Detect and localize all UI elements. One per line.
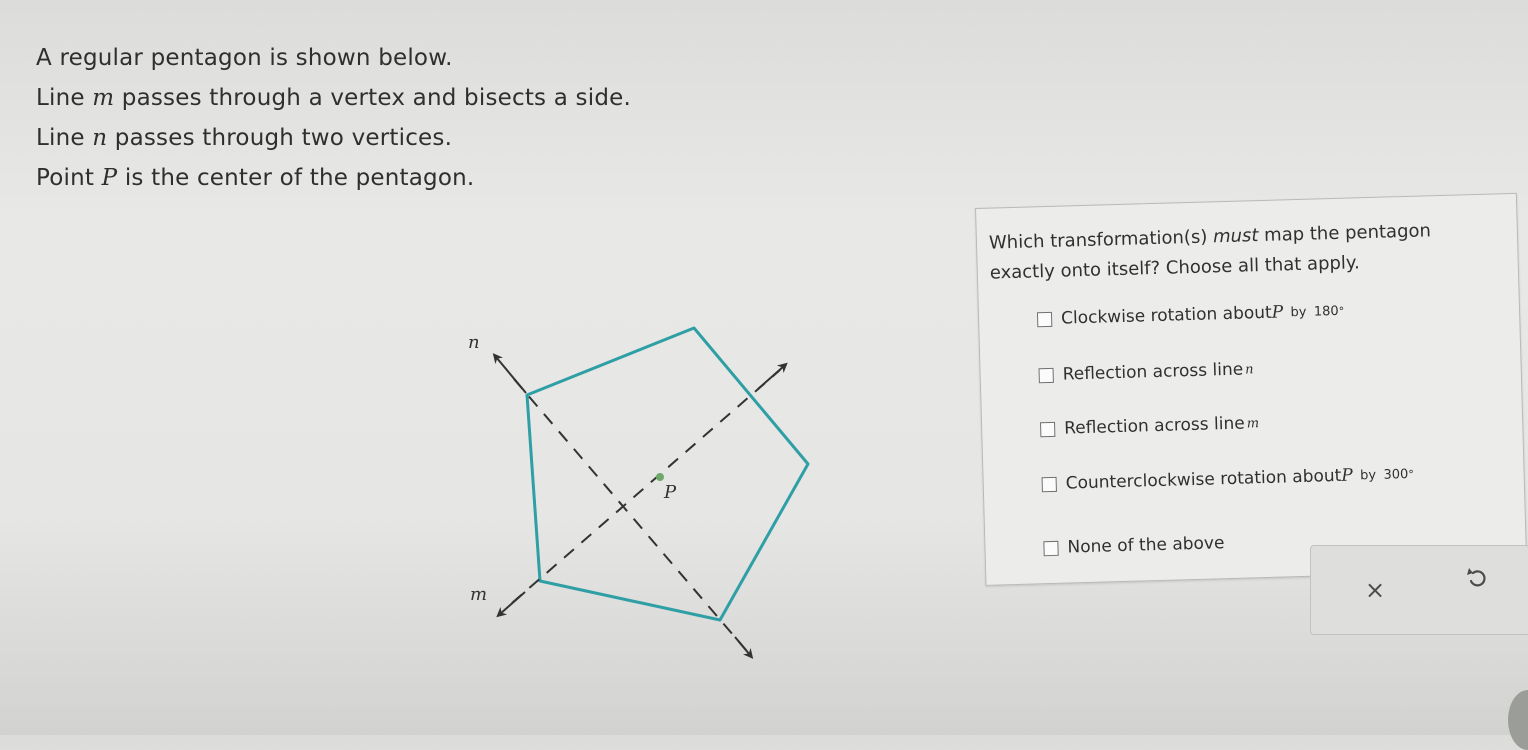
option-4-var: P <box>1341 465 1354 486</box>
problem-statement <box>36 38 836 198</box>
option-1-angle: 180 <box>1313 303 1339 320</box>
option-clockwise-rotation[interactable] <box>1037 298 1345 333</box>
center-point-p <box>656 473 664 481</box>
problem-line-2-post: passes through a vertex and bisects a side. <box>114 85 631 111</box>
option-4-pre: Counterclockwise rotation about <box>1065 465 1342 494</box>
line-n-arrow-end <box>496 357 526 393</box>
option-1-pre: Clockwise rotation about <box>1060 302 1272 329</box>
option-1-by: by <box>1290 304 1307 320</box>
option-counterclockwise-rotation[interactable] <box>1041 461 1414 497</box>
point-p-label: P <box>664 482 677 503</box>
variable-n: n <box>92 125 108 151</box>
problem-line-4 <box>36 158 836 198</box>
option-5-text: None of the above <box>1067 533 1225 558</box>
corner-shadow <box>1508 690 1528 750</box>
option-none-of-the-above[interactable] <box>1043 530 1225 561</box>
line-n-arrow-start <box>735 637 750 655</box>
line-n <box>514 379 746 650</box>
line-n-label: n <box>468 332 480 353</box>
problem-line-2-pre: Line <box>36 85 93 111</box>
problem-line-2 <box>36 78 836 118</box>
answer-action-bar <box>1310 545 1528 635</box>
checkbox-counterclockwise-rotation[interactable] <box>1042 476 1057 491</box>
problem-line-3-pre: Line <box>36 125 93 151</box>
checkbox-reflection-m[interactable] <box>1040 421 1055 436</box>
pentagon-figure <box>440 300 840 680</box>
problem-line-3-post: passes through two vertices. <box>107 125 453 151</box>
undo-button[interactable] <box>1463 564 1493 594</box>
question-panel <box>975 193 1527 586</box>
prompt-emphasis: must <box>1212 225 1259 248</box>
option-4-degree: ° <box>1408 467 1415 481</box>
problem-line-4-post: is the center of the pentagon. <box>117 165 475 191</box>
undo-icon <box>1463 564 1493 594</box>
line-m-arrow-start <box>500 592 525 614</box>
checkbox-none-of-the-above[interactable] <box>1043 540 1058 555</box>
option-3-pre: Reflection across line <box>1063 413 1245 439</box>
line-m-arrow-end <box>758 366 784 389</box>
question-prompt <box>989 214 1500 288</box>
option-4-by: by <box>1359 467 1377 483</box>
line-m <box>512 370 780 603</box>
problem-line-4-pre: Point <box>36 165 102 191</box>
variable-m: m <box>92 85 115 111</box>
option-2-var: n <box>1244 361 1254 378</box>
option-reflection-m[interactable] <box>1040 410 1260 442</box>
option-1-degree: ° <box>1338 304 1345 318</box>
option-reflection-n[interactable] <box>1038 356 1254 388</box>
pentagon-shape <box>527 328 808 620</box>
problem-line-3 <box>36 118 836 158</box>
checkbox-reflection-n[interactable] <box>1038 367 1053 382</box>
option-1-var: P <box>1271 302 1284 323</box>
variable-p: P <box>101 165 118 191</box>
checkbox-clockwise-rotation[interactable] <box>1037 311 1052 326</box>
option-2-pre: Reflection across line <box>1062 359 1244 385</box>
line-m-label: m <box>470 584 488 605</box>
problem-line-1-text: A regular pentagon is shown below. <box>36 45 453 71</box>
option-4-angle: 300 <box>1383 466 1409 483</box>
prompt-post: map the pentagon exactly onto itself? Choose all that apply. <box>989 220 1432 284</box>
clear-answer-button[interactable]: × <box>1365 576 1386 604</box>
prompt-pre: Which transformation(s) <box>988 226 1214 254</box>
problem-line-1 <box>36 38 836 78</box>
pentagon-diagram <box>440 300 840 680</box>
option-3-var: m <box>1246 415 1260 431</box>
